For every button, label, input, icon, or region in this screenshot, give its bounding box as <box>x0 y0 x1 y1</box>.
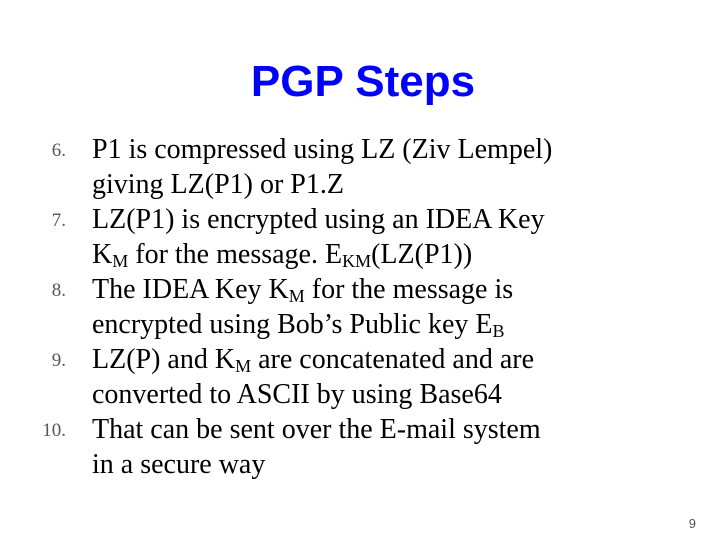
step-number: 6. <box>51 140 66 161</box>
step-line <box>92 272 678 307</box>
list-item <box>38 132 678 202</box>
step-line: giving LZ(P1) or P1.Z <box>92 169 344 200</box>
steps-list <box>38 132 678 482</box>
text-fragment: (LZ(P1)) <box>371 239 473 270</box>
step-number: 7. <box>51 210 66 231</box>
step-line: P1 is compressed using LZ (Ziv Lempel) <box>92 134 553 165</box>
step-line: That can be sent over the E-mail system <box>92 414 541 445</box>
list-item <box>38 342 678 412</box>
text-fragment: encrypted using Bob’s Public key E <box>92 309 493 340</box>
text-fragment: for the message is <box>304 274 514 305</box>
list-item <box>38 272 678 342</box>
text-fragment: are concatenated and are <box>251 344 535 375</box>
list-item <box>38 412 678 482</box>
subscript: M <box>235 356 252 376</box>
subscript: B <box>492 321 505 341</box>
slide-title: PGP Steps <box>250 57 476 106</box>
text-fragment: K <box>92 239 113 270</box>
step-line <box>92 237 678 272</box>
text-fragment: The IDEA Key K <box>92 274 289 305</box>
subscript: M <box>112 251 129 271</box>
step-line: LZ(P1) is encrypted using an IDEA Key <box>92 204 545 235</box>
step-number: 10. <box>42 420 66 441</box>
text-fragment: for the message. E <box>128 239 343 270</box>
list-item <box>38 202 678 272</box>
subscript: M <box>288 286 305 306</box>
step-line: converted to ASCII by using Base64 <box>92 379 502 410</box>
page-number: 9 <box>688 516 696 531</box>
step-line <box>92 342 678 377</box>
step-line: in a secure way <box>92 449 266 480</box>
step-number: 8. <box>51 280 66 301</box>
step-number: 9. <box>51 350 66 371</box>
subscript: KM <box>342 251 372 271</box>
step-line <box>92 307 678 342</box>
text-fragment: LZ(P) and K <box>92 344 236 375</box>
